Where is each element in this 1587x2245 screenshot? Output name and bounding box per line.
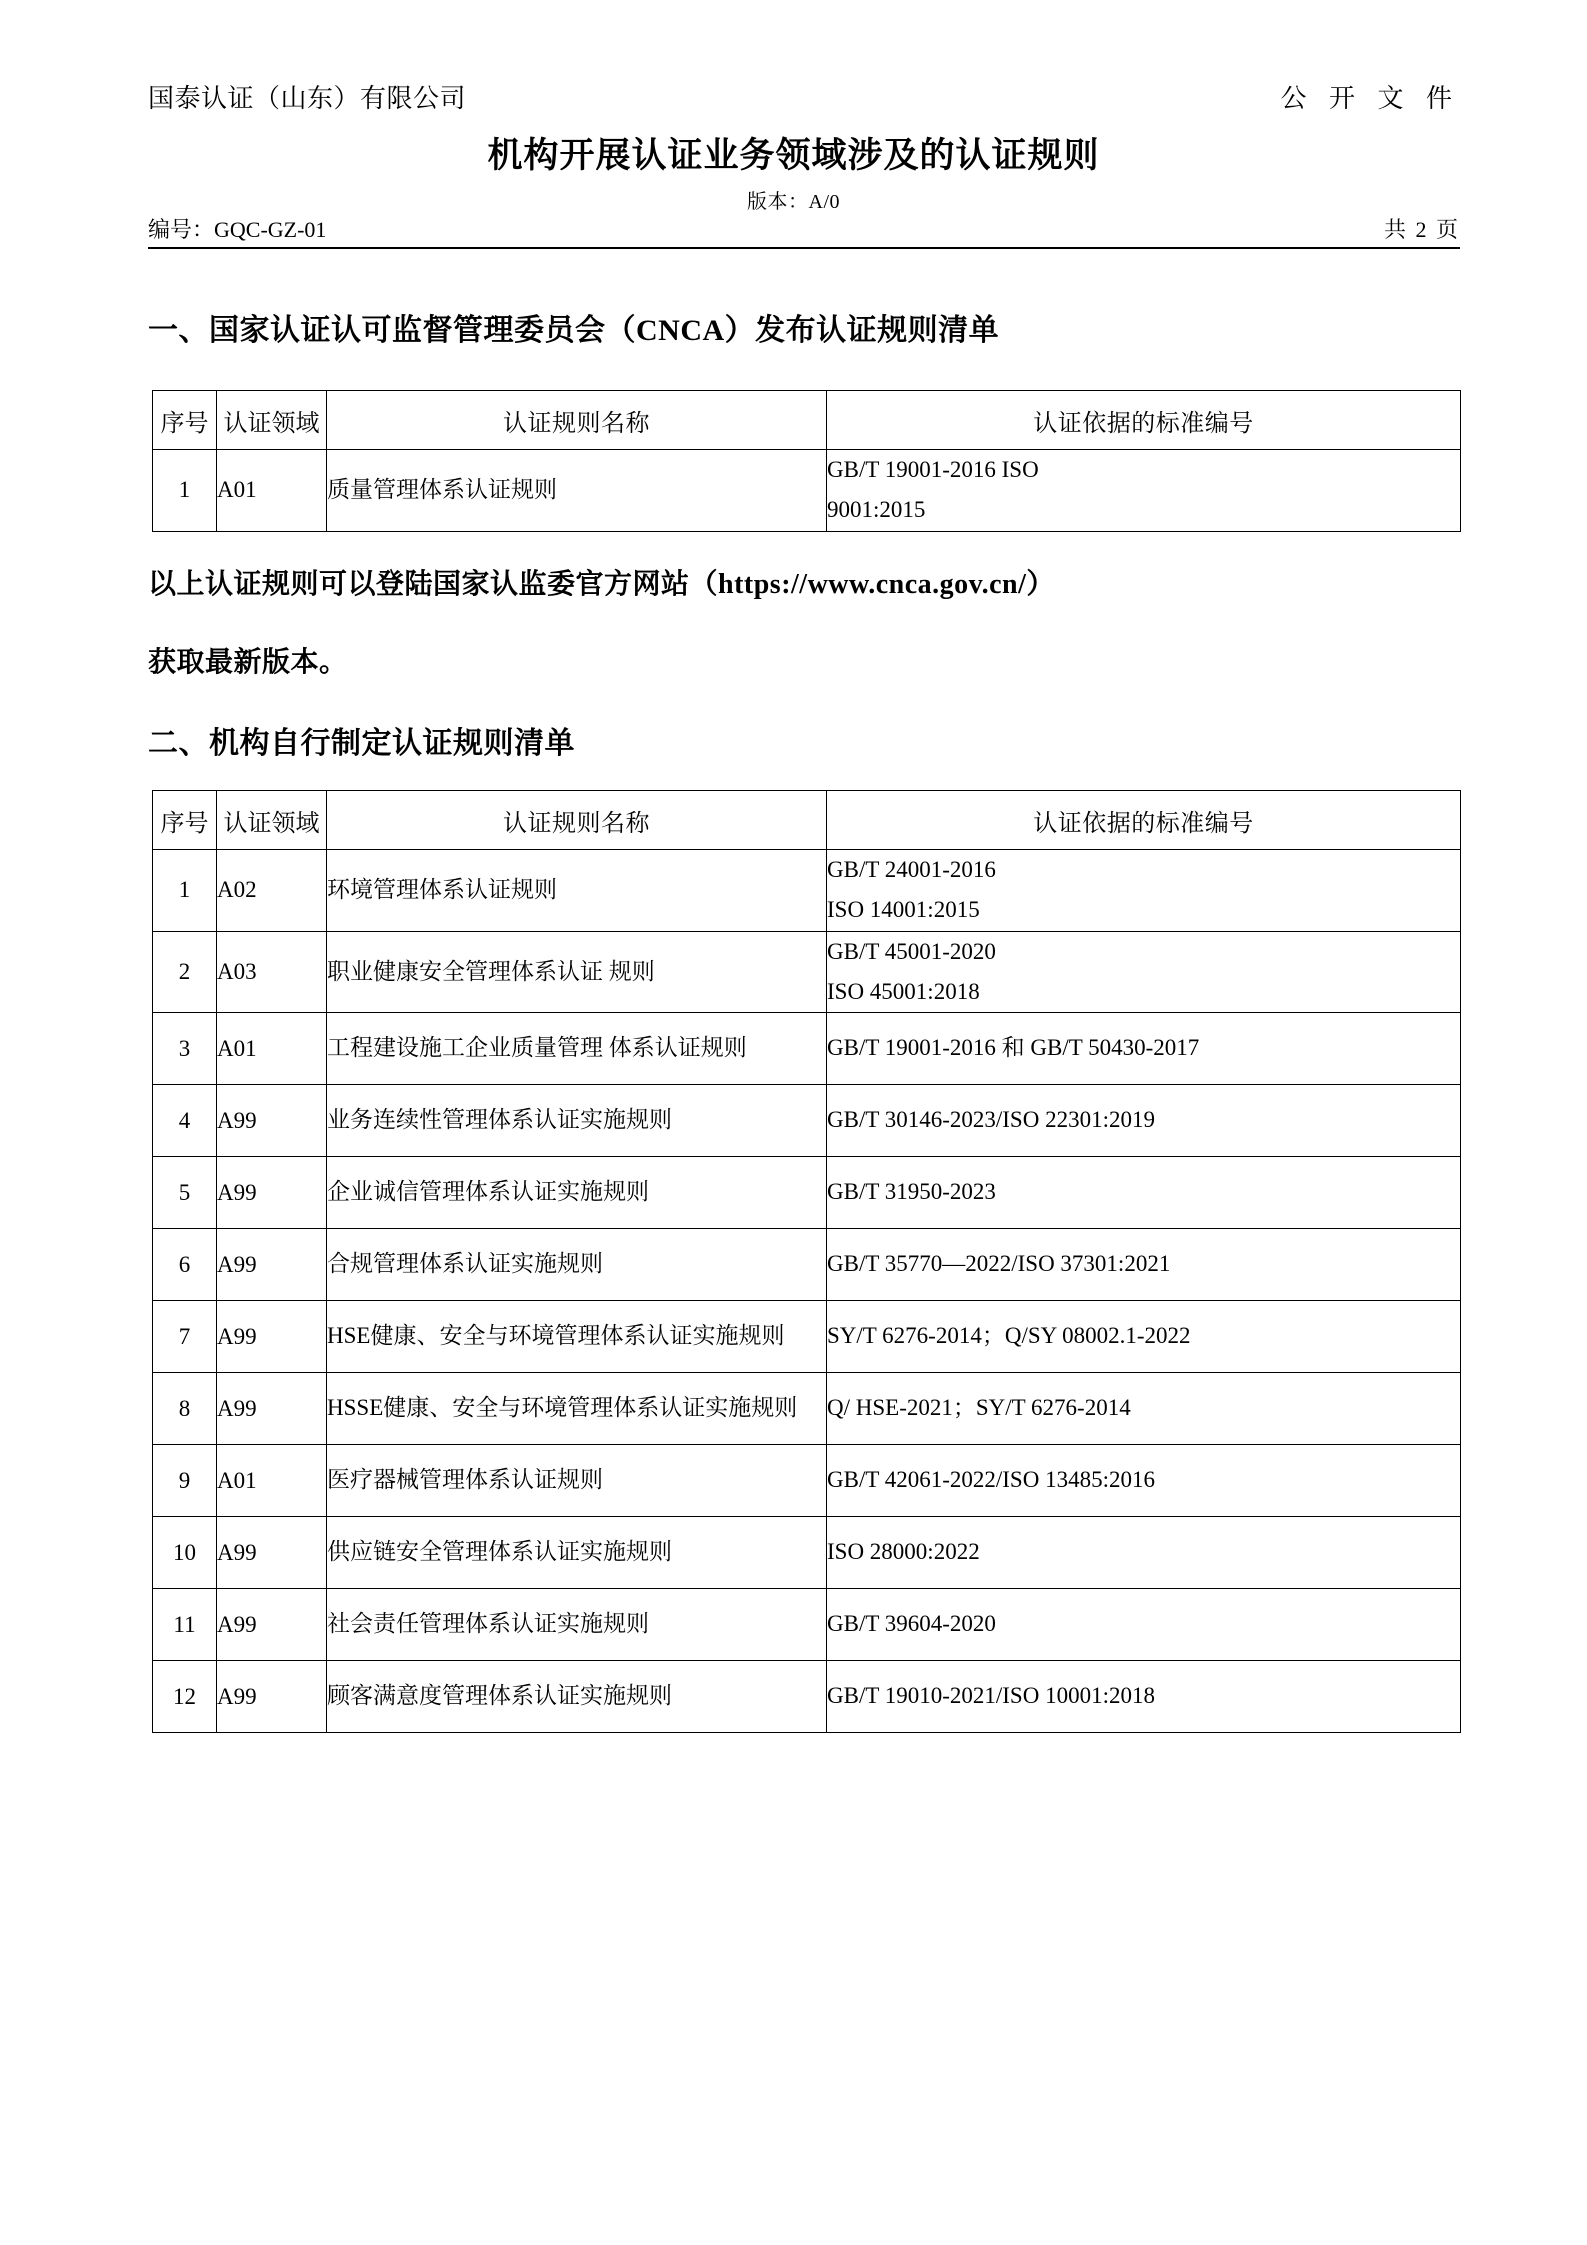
table-row xyxy=(153,931,1461,1013)
cell-rule-name: 职业健康安全管理体系认证 规则 xyxy=(327,931,827,1013)
cell-standard xyxy=(827,1589,1461,1661)
cell-area: A99 xyxy=(217,1229,327,1301)
cell-area: A99 xyxy=(217,1157,327,1229)
table-row xyxy=(153,1085,1461,1157)
section-two-heading: 二、机构自行制定认证规则清单 xyxy=(148,727,575,760)
table-row xyxy=(153,1013,1461,1085)
cell-rule-name: 业务连续性管理体系认证实施规则 xyxy=(327,1085,827,1157)
header-divider xyxy=(148,247,1460,249)
table-body xyxy=(153,450,1461,532)
standard-line: GB/T 30146-2023/ISO 22301:2019 xyxy=(827,1107,1155,1133)
cell-standard xyxy=(827,1301,1461,1373)
standard-line: ISO 14001:2015 xyxy=(827,897,980,923)
document-classification: 公 开 文 件 xyxy=(1280,84,1460,113)
cell-standard xyxy=(827,1517,1461,1589)
cell-no: 3 xyxy=(153,1013,217,1085)
cell-no: 11 xyxy=(153,1589,217,1661)
cell-area: A01 xyxy=(217,1445,327,1517)
internal-rules-table xyxy=(152,790,1461,1733)
cell-no: 2 xyxy=(153,931,217,1013)
page-count: 共 2 页 xyxy=(1383,217,1460,242)
column-header-area: 认证领域 xyxy=(217,391,327,450)
standard-line: GB/T 42061-2022/ISO 13485:2016 xyxy=(827,1467,1155,1493)
cell-area: A99 xyxy=(217,1589,327,1661)
table-row xyxy=(153,1301,1461,1373)
cell-no: 6 xyxy=(153,1229,217,1301)
cell-area: A03 xyxy=(217,931,327,1013)
cell-rule-name: HSE健康、安全与环境管理体系认证实施规则 xyxy=(327,1301,827,1373)
cell-area: A99 xyxy=(217,1373,327,1445)
cnca-rules-table xyxy=(152,390,1461,532)
standard-line: GB/T 19001-2016 和 GB/T 50430-2017 xyxy=(827,1035,1200,1061)
table-header-row xyxy=(153,791,1461,850)
cell-standard xyxy=(827,450,1461,532)
standard-line: ISO 28000:2022 xyxy=(827,1539,980,1565)
cell-area: A01 xyxy=(217,450,327,532)
cell-area: A99 xyxy=(217,1661,327,1733)
table-header-row xyxy=(153,391,1461,450)
cell-standard xyxy=(827,1661,1461,1733)
cell-no: 10 xyxy=(153,1517,217,1589)
standard-line: 9001:2015 xyxy=(827,497,926,523)
cell-standard xyxy=(827,1013,1461,1085)
table-row xyxy=(153,450,1461,532)
cell-rule-name: 顾客满意度管理体系认证实施规则 xyxy=(327,1661,827,1733)
cell-no: 1 xyxy=(153,850,217,932)
cell-rule-name: HSSE健康、安全与环境管理体系认证实施规则 xyxy=(327,1373,827,1445)
cnca-website-note-line1: 以上认证规则可以登陆国家认监委官方网站（https://www.cnca.gov.cn/） xyxy=(148,569,1055,600)
standard-line: GB/T 31950-2023 xyxy=(827,1179,996,1205)
cell-no: 7 xyxy=(153,1301,217,1373)
table-row xyxy=(153,1517,1461,1589)
cell-area: A99 xyxy=(217,1085,327,1157)
table-row xyxy=(153,1157,1461,1229)
table-row xyxy=(153,1589,1461,1661)
cell-standard xyxy=(827,1229,1461,1301)
cell-no: 8 xyxy=(153,1373,217,1445)
cell-area: A02 xyxy=(217,850,327,932)
table-row xyxy=(153,850,1461,932)
column-header-area: 认证领域 xyxy=(217,791,327,850)
cell-standard xyxy=(827,1157,1461,1229)
column-header-no: 序号 xyxy=(153,791,217,850)
cell-no: 1 xyxy=(153,450,217,532)
cell-rule-name: 供应链安全管理体系认证实施规则 xyxy=(327,1517,827,1589)
column-header-standard: 认证依据的标准编号 xyxy=(827,791,1461,850)
standard-line: GB/T 19010-2021/ISO 10001:2018 xyxy=(827,1683,1155,1709)
cell-rule-name: 社会责任管理体系认证实施规则 xyxy=(327,1589,827,1661)
document-code: 编号：GQC-GZ-01 xyxy=(148,217,327,242)
standard-line: GB/T 45001-2020 xyxy=(827,938,996,964)
column-header-name: 认证规则名称 xyxy=(327,791,827,850)
cell-rule-name: 工程建设施工企业质量管理 体系认证规则 xyxy=(327,1013,827,1085)
cell-no: 9 xyxy=(153,1445,217,1517)
cell-rule-name: 质量管理体系认证规则 xyxy=(327,450,827,532)
cell-standard xyxy=(827,1085,1461,1157)
document-version: 版本：A/0 xyxy=(747,191,840,213)
standard-line: ISO 45001:2018 xyxy=(827,978,980,1004)
column-header-no: 序号 xyxy=(153,391,217,450)
cell-rule-name: 企业诚信管理体系认证实施规则 xyxy=(327,1157,827,1229)
cell-area: A99 xyxy=(217,1301,327,1373)
cell-no: 12 xyxy=(153,1661,217,1733)
cell-area: A01 xyxy=(217,1013,327,1085)
cell-standard xyxy=(827,1373,1461,1445)
cell-rule-name: 医疗器械管理体系认证规则 xyxy=(327,1445,827,1517)
standard-line: GB/T 39604-2020 xyxy=(827,1611,996,1637)
standard-line: GB/T 24001-2016 xyxy=(827,857,996,882)
section-one-heading: 一、国家认证认可监督管理委员会（CNCA）发布认证规则清单 xyxy=(148,314,1000,347)
table-body xyxy=(153,850,1461,1733)
cell-standard xyxy=(827,931,1461,1013)
table-header xyxy=(153,791,1461,850)
document-header xyxy=(148,78,1460,115)
standard-line: GB/T 35770—2022/ISO 37301:2021 xyxy=(827,1251,1171,1277)
cell-area: A99 xyxy=(217,1517,327,1589)
page-title: 机构开展认证业务领域涉及的认证规则 xyxy=(487,136,1100,175)
standard-line: GB/T 19001-2016 ISO xyxy=(827,457,1039,482)
standard-line: Q/ HSE-2021；SY/T 6276-2014 xyxy=(827,1395,1131,1421)
cell-rule-name: 环境管理体系认证规则 xyxy=(327,850,827,932)
column-header-standard: 认证依据的标准编号 xyxy=(827,391,1461,450)
table-row xyxy=(153,1661,1461,1733)
cell-standard xyxy=(827,850,1461,932)
cell-no: 4 xyxy=(153,1085,217,1157)
cnca-website-note-line2: 获取最新版本。 xyxy=(148,647,348,678)
cell-standard xyxy=(827,1445,1461,1517)
table-header xyxy=(153,391,1461,450)
cell-rule-name: 合规管理体系认证实施规则 xyxy=(327,1229,827,1301)
standard-line: SY/T 6276-2014；Q/SY 08002.1-2022 xyxy=(827,1323,1191,1349)
document-code-row xyxy=(148,213,1460,244)
organization-name: 国泰认证（山东）有限公司 xyxy=(148,84,467,113)
table-row xyxy=(153,1445,1461,1517)
table-row xyxy=(153,1373,1461,1445)
table-row xyxy=(153,1229,1461,1301)
column-header-name: 认证规则名称 xyxy=(327,391,827,450)
cell-no: 5 xyxy=(153,1157,217,1229)
